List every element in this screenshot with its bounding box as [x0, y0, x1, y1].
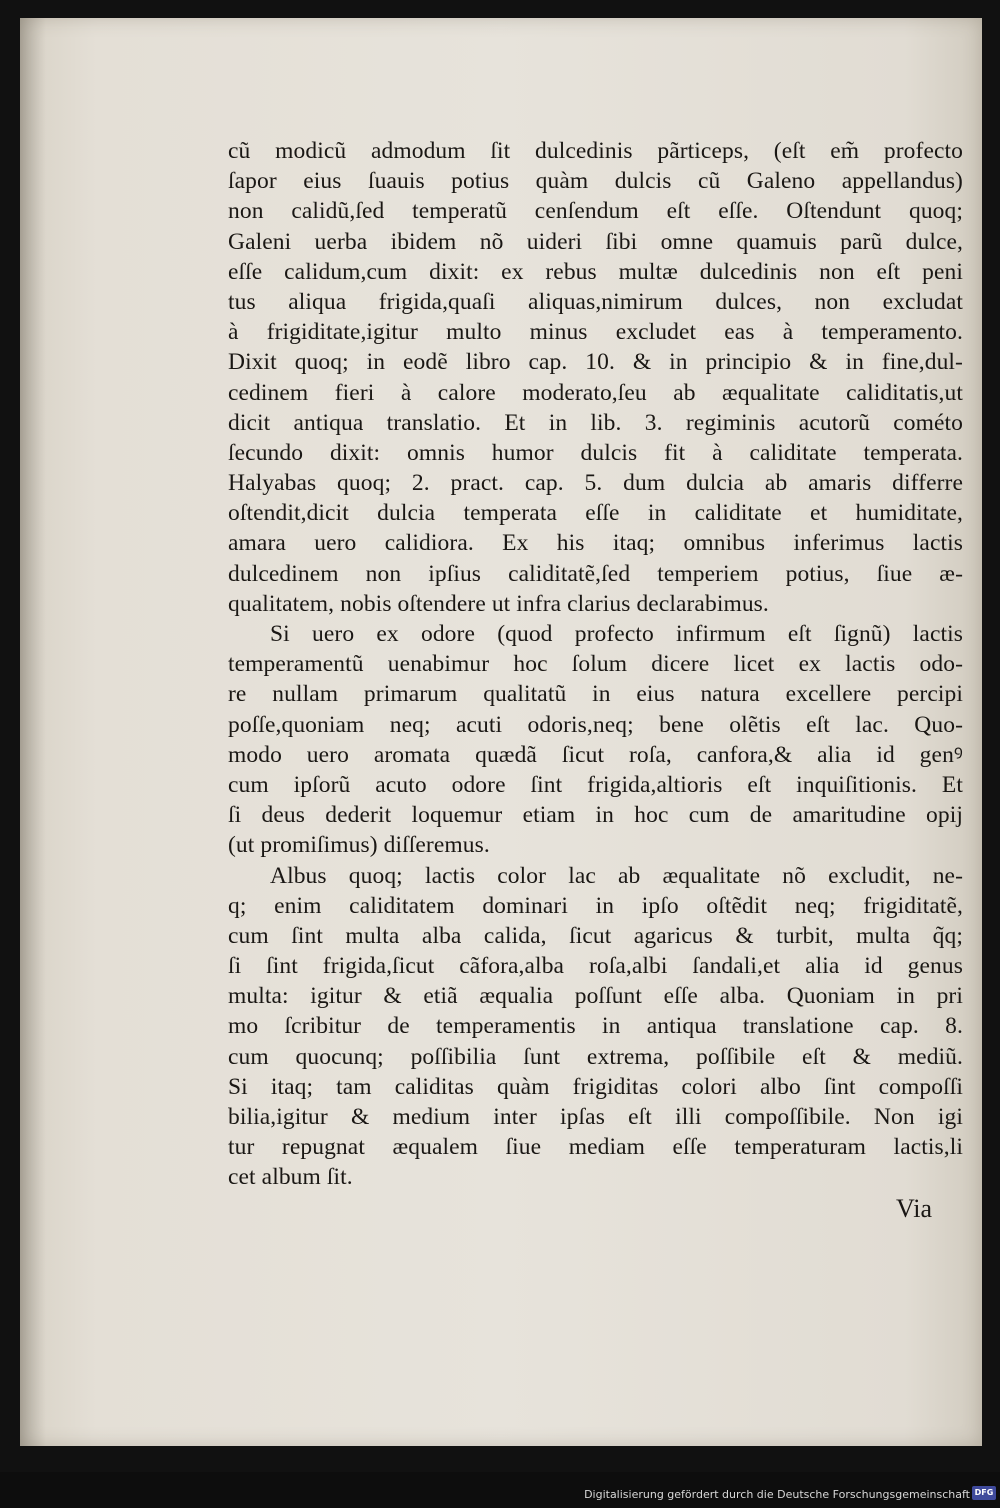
text-line: tus aliqua frigida,quaſi aliquas,nimirum dulces, non excludat	[228, 288, 963, 315]
text-line: ſi deus dederit loquemur etiam in hoc cum de amaritudine opij	[228, 802, 963, 829]
dfg-logo-icon: DFG	[972, 1486, 996, 1500]
footer-credit: Digitalisierung gefördert durch die Deutsche Forschungsgemeinschaft	[584, 1488, 970, 1501]
text-line: modo uero aromata quædã ſicut roſa, canfora,& alia id genꝰ	[228, 741, 963, 768]
text-line: Galeni uerba ibidem nõ uideri ſibi omne quamuis parũ dulce,	[228, 228, 963, 255]
text-line: cet album ſit.	[228, 1164, 353, 1191]
text-line: oſtendit,dicit dulcia temperata eſſe in caliditate et humiditate,	[228, 500, 963, 527]
text-line: dicit antiqua translatio. Et in lib. 3. regiminis acutorũ cométo	[228, 409, 963, 436]
text-line: eſſe calidum,cum dixit: ex rebus multæ dulcedinis non eſt peni	[228, 258, 963, 285]
text-line: Halyabas quoq; 2. pract. cap. 5. dum dulcia ab amaris differre	[228, 470, 963, 497]
text-line: cũ modicũ admodum ſit dulcedinis pãrticeps, (eſt em̃ profecto	[228, 138, 963, 164]
text-line: (ut promiſimus) diſſeremus.	[228, 832, 490, 859]
text-line: qualitatem, nobis oſtendere ut infra clarius declarabimus.	[228, 590, 769, 617]
text-line: cum quocunq; poſſibilia ſunt extrema, poſſibile eſt & mediũ.	[228, 1043, 963, 1070]
text-line: re nullam primarum qualitatũ in eius natura excellere percipi	[228, 681, 963, 708]
catchword: Via	[896, 1194, 932, 1223]
text-line: ſi ſint frigida,ſicut cãfora,alba roſa,albi ſandali,et alia id genus	[228, 953, 963, 980]
text-line: à frigiditate,igitur multo minus excludet eas à temperamento.	[228, 319, 963, 346]
paragraph-start: Si uero ex odore (quod profecto infirmum eſt ſignũ) lactis	[270, 621, 963, 647]
text-line: poſſe,quoniam neq; acuti odoris,neq; bene olẽtis eſt lac. Quo-	[228, 711, 963, 738]
paragraph-start: Albus quoq; lactis color lac ab æqualitate nõ excludit, ne-	[270, 862, 963, 889]
text-line: tur repugnat æqualem ſiue mediam eſſe temperaturam lactis,li	[228, 1134, 963, 1161]
body-text	[228, 136, 963, 1193]
text-line: non calidũ,ſed temperatũ cenſendum eſt eſſe. Oſtendunt quoq;	[228, 198, 963, 225]
text-line: bilia,igitur & medium inter ipſas eſt illi compoſſibile. Non igi	[228, 1104, 963, 1130]
text-line: cum ipſorũ acuto odore ſint frigida,altioris eſt inquiſitionis. Et	[228, 771, 963, 798]
text-line: multa: igitur & etiã æqualia poſſunt eſſe alba. Quoniam in pri	[228, 983, 963, 1010]
text-line: temperamentũ uenabimur hoc ſolum dicere licet ex lactis odo-	[228, 651, 963, 678]
text-line: Si itaq; tam caliditas quàm frigiditas colori albo ſint compoſſi	[228, 1073, 963, 1100]
text-line: ſapor eius ſuauis potius quàm dulcis cũ Galeno appellandus)	[228, 168, 963, 195]
text-line: cum ſint multa alba calida, ſicut agaricus & turbit, multa q̃q;	[228, 922, 963, 949]
text-line: q; enim caliditatem dominari in ipſo oſtẽdit neq; frigiditatẽ,	[228, 892, 963, 919]
text-line: amara uero calidiora. Ex his itaq; omnibus inferimus lactis	[228, 530, 963, 557]
gutter-shadow	[20, 18, 46, 1446]
text-line: Dixit quoq; in eodẽ libro cap. 10. & in principio & in fine,dul-	[228, 349, 963, 376]
text-line: dulcedinem non ipſius caliditatẽ,ſed temperiem potius, ſiue æ-	[228, 560, 963, 587]
text-line: mo ſcribitur de temperamentis in antiqua translatione cap. 8.	[228, 1013, 963, 1040]
text-line: ſecundo dixit: omnis humor dulcis fit à caliditate temperata.	[228, 439, 963, 466]
text-line: cedinem fieri à calore moderato,ſeu ab æqualitate caliditatis,ut	[228, 379, 963, 406]
